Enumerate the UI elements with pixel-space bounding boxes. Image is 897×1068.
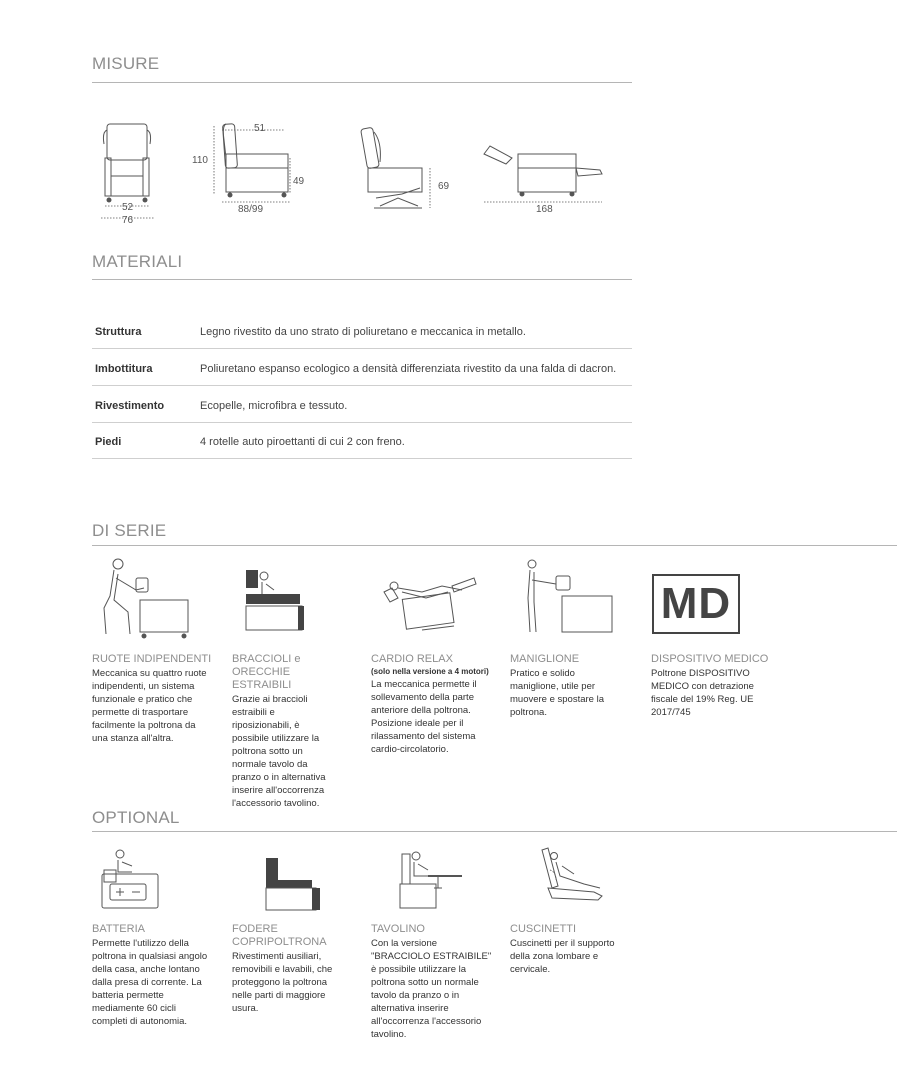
material-row-struttura [92, 312, 632, 349]
optional-batteria [92, 923, 222, 1028]
feature-title: BRACCIOLI e ORECCHIE ESTRAIBILI [232, 653, 301, 691]
material-label: Piedi [95, 436, 122, 448]
dimension-side-height: 110 [192, 155, 208, 166]
feature-title: DISPOSITIVO MEDICO [651, 653, 769, 665]
feature-title: CARDIO RELAX [371, 653, 453, 665]
removable-armrest-icon [244, 566, 308, 636]
feature-ruote-indipendenti [92, 653, 222, 745]
material-label: Rivestimento [95, 400, 165, 412]
feature-title: RUOTE INDIPENDENTI [92, 653, 212, 665]
material-row-piedi [92, 422, 632, 459]
material-value: Ecopelle, microfibra e tessuto. [200, 400, 348, 412]
section-title-misure: MISURE [92, 54, 160, 73]
dimension-side-seat-height: 49 [293, 176, 305, 187]
feature-title: TAVOLINO [371, 923, 425, 935]
material-value: Poliuretano espanso ecologico a densità differenziata rivestito da una falda di dacron. [200, 363, 617, 375]
feature-title: FODERE COPRIPOLTRONA [232, 923, 327, 948]
feature-text: Meccanica su quattro ruote indipendenti, un sistema funzionale e pratico che permette di trasportare facilmente la poltrona da una stanza all'altra. [92, 668, 207, 744]
feature-note: (solo nella versione a 4 motori) [371, 667, 489, 676]
dimension-front-total: 76 [122, 215, 134, 226]
chair-lift-view-diagram [358, 122, 438, 217]
dimension-front-width: 52 [122, 202, 134, 213]
feature-braccioli-orecchie-estraibili [232, 653, 362, 810]
feature-text: Con la versione "BRACCIOLO ESTRAIBILE" è possibile utilizzare la poltrona sotto un normale tavolo da pranzo o in alternativa inserire all'occorrenza l'accessorio tavolino. [371, 938, 492, 1040]
feature-title: CUSCINETTI [510, 923, 576, 935]
feature-text: La meccanica permette il sollevamento della parte anteriore della poltrona. Posizione ideale per il rilassamento del sistema cardio-circolatorio. [371, 679, 477, 755]
feature-text: Pratico e solido maniglione, utile per muovere e spostare la poltrona. [510, 668, 604, 718]
divider [92, 545, 897, 546]
optional-tavolino [371, 923, 501, 1041]
feature-title: MANIGLIONE [510, 653, 580, 665]
material-value: 4 rotelle auto piroettanti di cui 2 con freno. [200, 436, 405, 448]
divider [92, 279, 632, 280]
tray-table-icon [398, 848, 468, 910]
battery-icon [100, 846, 164, 910]
dimension-recline-length: 168 [536, 204, 553, 215]
divider [92, 831, 897, 832]
section-title-di-serie: DI SERIE [92, 521, 167, 540]
divider [92, 82, 632, 83]
material-label: Imbottitura [95, 363, 153, 375]
feature-cardio-relax [371, 653, 501, 756]
feature-text: Rivestimenti ausiliari, removibili e lavabili, che proteggono la poltrona nelle parti di maggiore usura. [232, 951, 333, 1014]
chair-side-view-diagram [208, 118, 298, 213]
section-title-optional: OPTIONAL [92, 808, 180, 827]
material-row-imbottitura [92, 349, 632, 386]
person-pushing-chair-icon [100, 556, 192, 642]
reclining-person-icon [382, 574, 478, 634]
feature-text: Poltrone DISPOSITIVO MEDICO con detrazione fiscale del 19% Reg. UE 2017/745 [651, 668, 754, 718]
feature-text: Cuscinetti per il supporto della zona lombare e cervicale. [510, 938, 615, 975]
material-label: Struttura [95, 326, 142, 338]
dimension-side-depth-top: 51 [254, 123, 266, 134]
feature-dispositivo-medico [651, 653, 781, 719]
feature-text: Permette l'utilizzo della poltrona in qualsiasi angolo della casa, anche lontano dalla presa di corrente. La batteria permette mediamente 60 cicli completi di autonomia. [92, 938, 208, 1027]
optional-cuscinetti [510, 923, 640, 976]
feature-title: BATTERIA [92, 923, 145, 935]
material-row-rivestimento [92, 386, 632, 423]
chair-cover-icon [264, 856, 324, 912]
dimension-side-depth: 88/99 [238, 204, 264, 215]
person-with-handle-icon [522, 558, 618, 636]
feature-text: Grazie ai braccioli estraibili e riposizionabili, è possibile utilizzare la poltrona sotto un normale tavolo da pranzo o in alternativa inserire all'occorrenza l'accessorio tavolino. [232, 694, 326, 809]
feature-maniglione [510, 653, 640, 719]
section-title-materiali: MATERIALI [92, 252, 183, 271]
optional-fodere-copripoltrona [232, 923, 362, 1015]
chair-front-view-diagram [100, 120, 160, 230]
material-value: Legno rivestito da uno strato di poliuretano e meccanica in metallo. [200, 326, 526, 338]
cushion-icon [538, 846, 606, 910]
chair-recline-view-diagram [478, 140, 608, 210]
dimension-lift-height: 69 [438, 181, 450, 192]
medical-device-badge-icon [652, 574, 740, 634]
medical-device-badge-text: MD [660, 579, 732, 628]
